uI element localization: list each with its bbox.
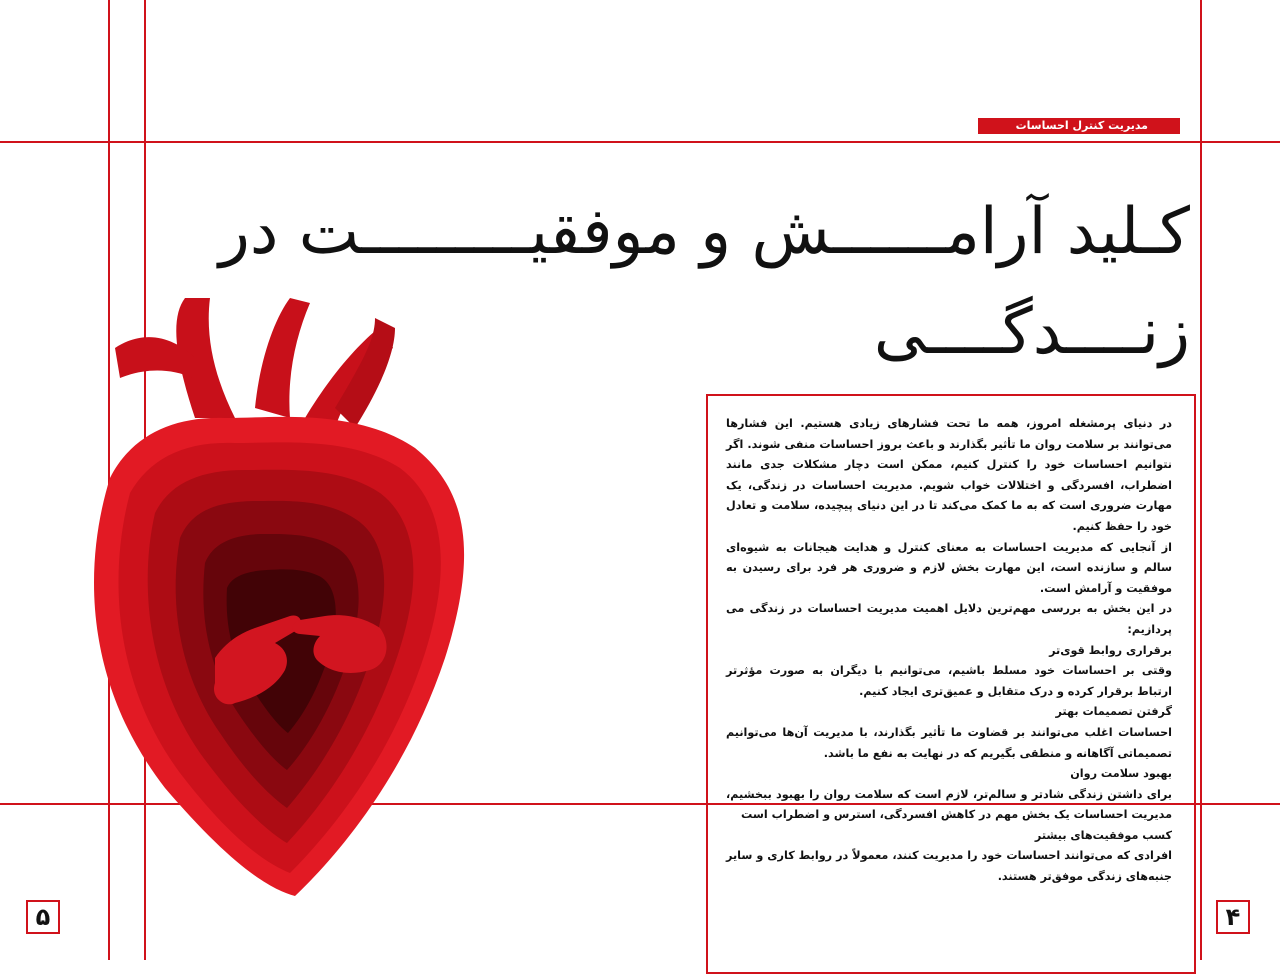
section-tag: مدیریت کنترل احساسات [978, 118, 1180, 134]
page-number-right: ۴ [1216, 900, 1250, 934]
subheading: گرفتن تصمیمات بهتر [1055, 705, 1172, 719]
frame-line-top [0, 141, 1280, 143]
article-box [706, 394, 1196, 974]
frame-line-right [1200, 0, 1202, 960]
paragraph: در این بخش به بررسی مهم‌ترین دلایل اهمیت مدیریت احساسات در زندگی می پردازیم: [726, 602, 1172, 636]
article-body [726, 414, 1172, 888]
paragraph: از آنجایی که مدیریت احساسات به معنای کنترل و هدایت هیجانات به شیوه‌ای سالم و سازنده است، این مهارت بخش لازم و ضروری هر فرد برای رسیدن به موفقیت و آرامش است. [726, 540, 1172, 595]
paper-cut-heart-with-hands-icon [94, 298, 464, 896]
paragraph: برای داشتن زندگی شادتر و سالم‌تر، لازم است که سلامت روان را بهبود ببخشیم، مدیریت احساسات یک بخش مهم در کاهش افسردگی، استرس و اضطراب است [726, 787, 1172, 822]
page-title-line2: زنــــدگــــی [873, 295, 1190, 369]
paragraph: وقتی بر احساسات خود مسلط باشیم، می‌توانیم با دیگران به صورت مؤثرتر ارتباط برقرار کرده و درک متقابل و عمیق‌تری ایجاد کنیم. [726, 664, 1172, 698]
subheading: بهبود سلامت روان [1070, 767, 1172, 781]
subheading: برقراری روابط قوی‌تر [1049, 643, 1172, 657]
paragraph: احساسات اغلب می‌توانند بر قضاوت ما تأثیر بگذارند، با مدیریت آن‌ها می‌توانیم تصمیماتی آگاهانه و منطقی بگیریم که در نهایت به نفع ما باشد. [726, 725, 1172, 760]
subheading: کسب موفقیت‌های بیشتر [1034, 828, 1172, 842]
heart-illustration [75, 298, 495, 898]
paragraph: افرادی که می‌توانند احساسات خود را مدیریت کنند، معمولاً در روابط کاری و سایر جنبه‌های زندگی موفق‌تر هستند. [726, 849, 1172, 884]
page-number-left: ۵ [26, 900, 60, 934]
page-title-line1: کـلید آرامــــــش و موفقیـــــــــت در [218, 195, 1190, 269]
paragraph: در دنیای پرمشغله امروز، همه ما تحت فشارهای زیادی هستیم. این فشارها می‌توانند بر سلامت روان ما تأثیر بگذارند و باعث بروز احساسات منفی شوند. اگر نتوانیم احساسات خود را کنترل کنیم، ممکن است دچار مشکلات جدی مانند اضطراب، افسردگی و اختلالات خواب شویم. مدیریت احساسات در زندگی، یک مهارت ضروری است که به ما کمک می‌کند تا در این دنیای پیچیده، سلامت و تعادل خود را حفظ کنیم. [726, 417, 1172, 533]
